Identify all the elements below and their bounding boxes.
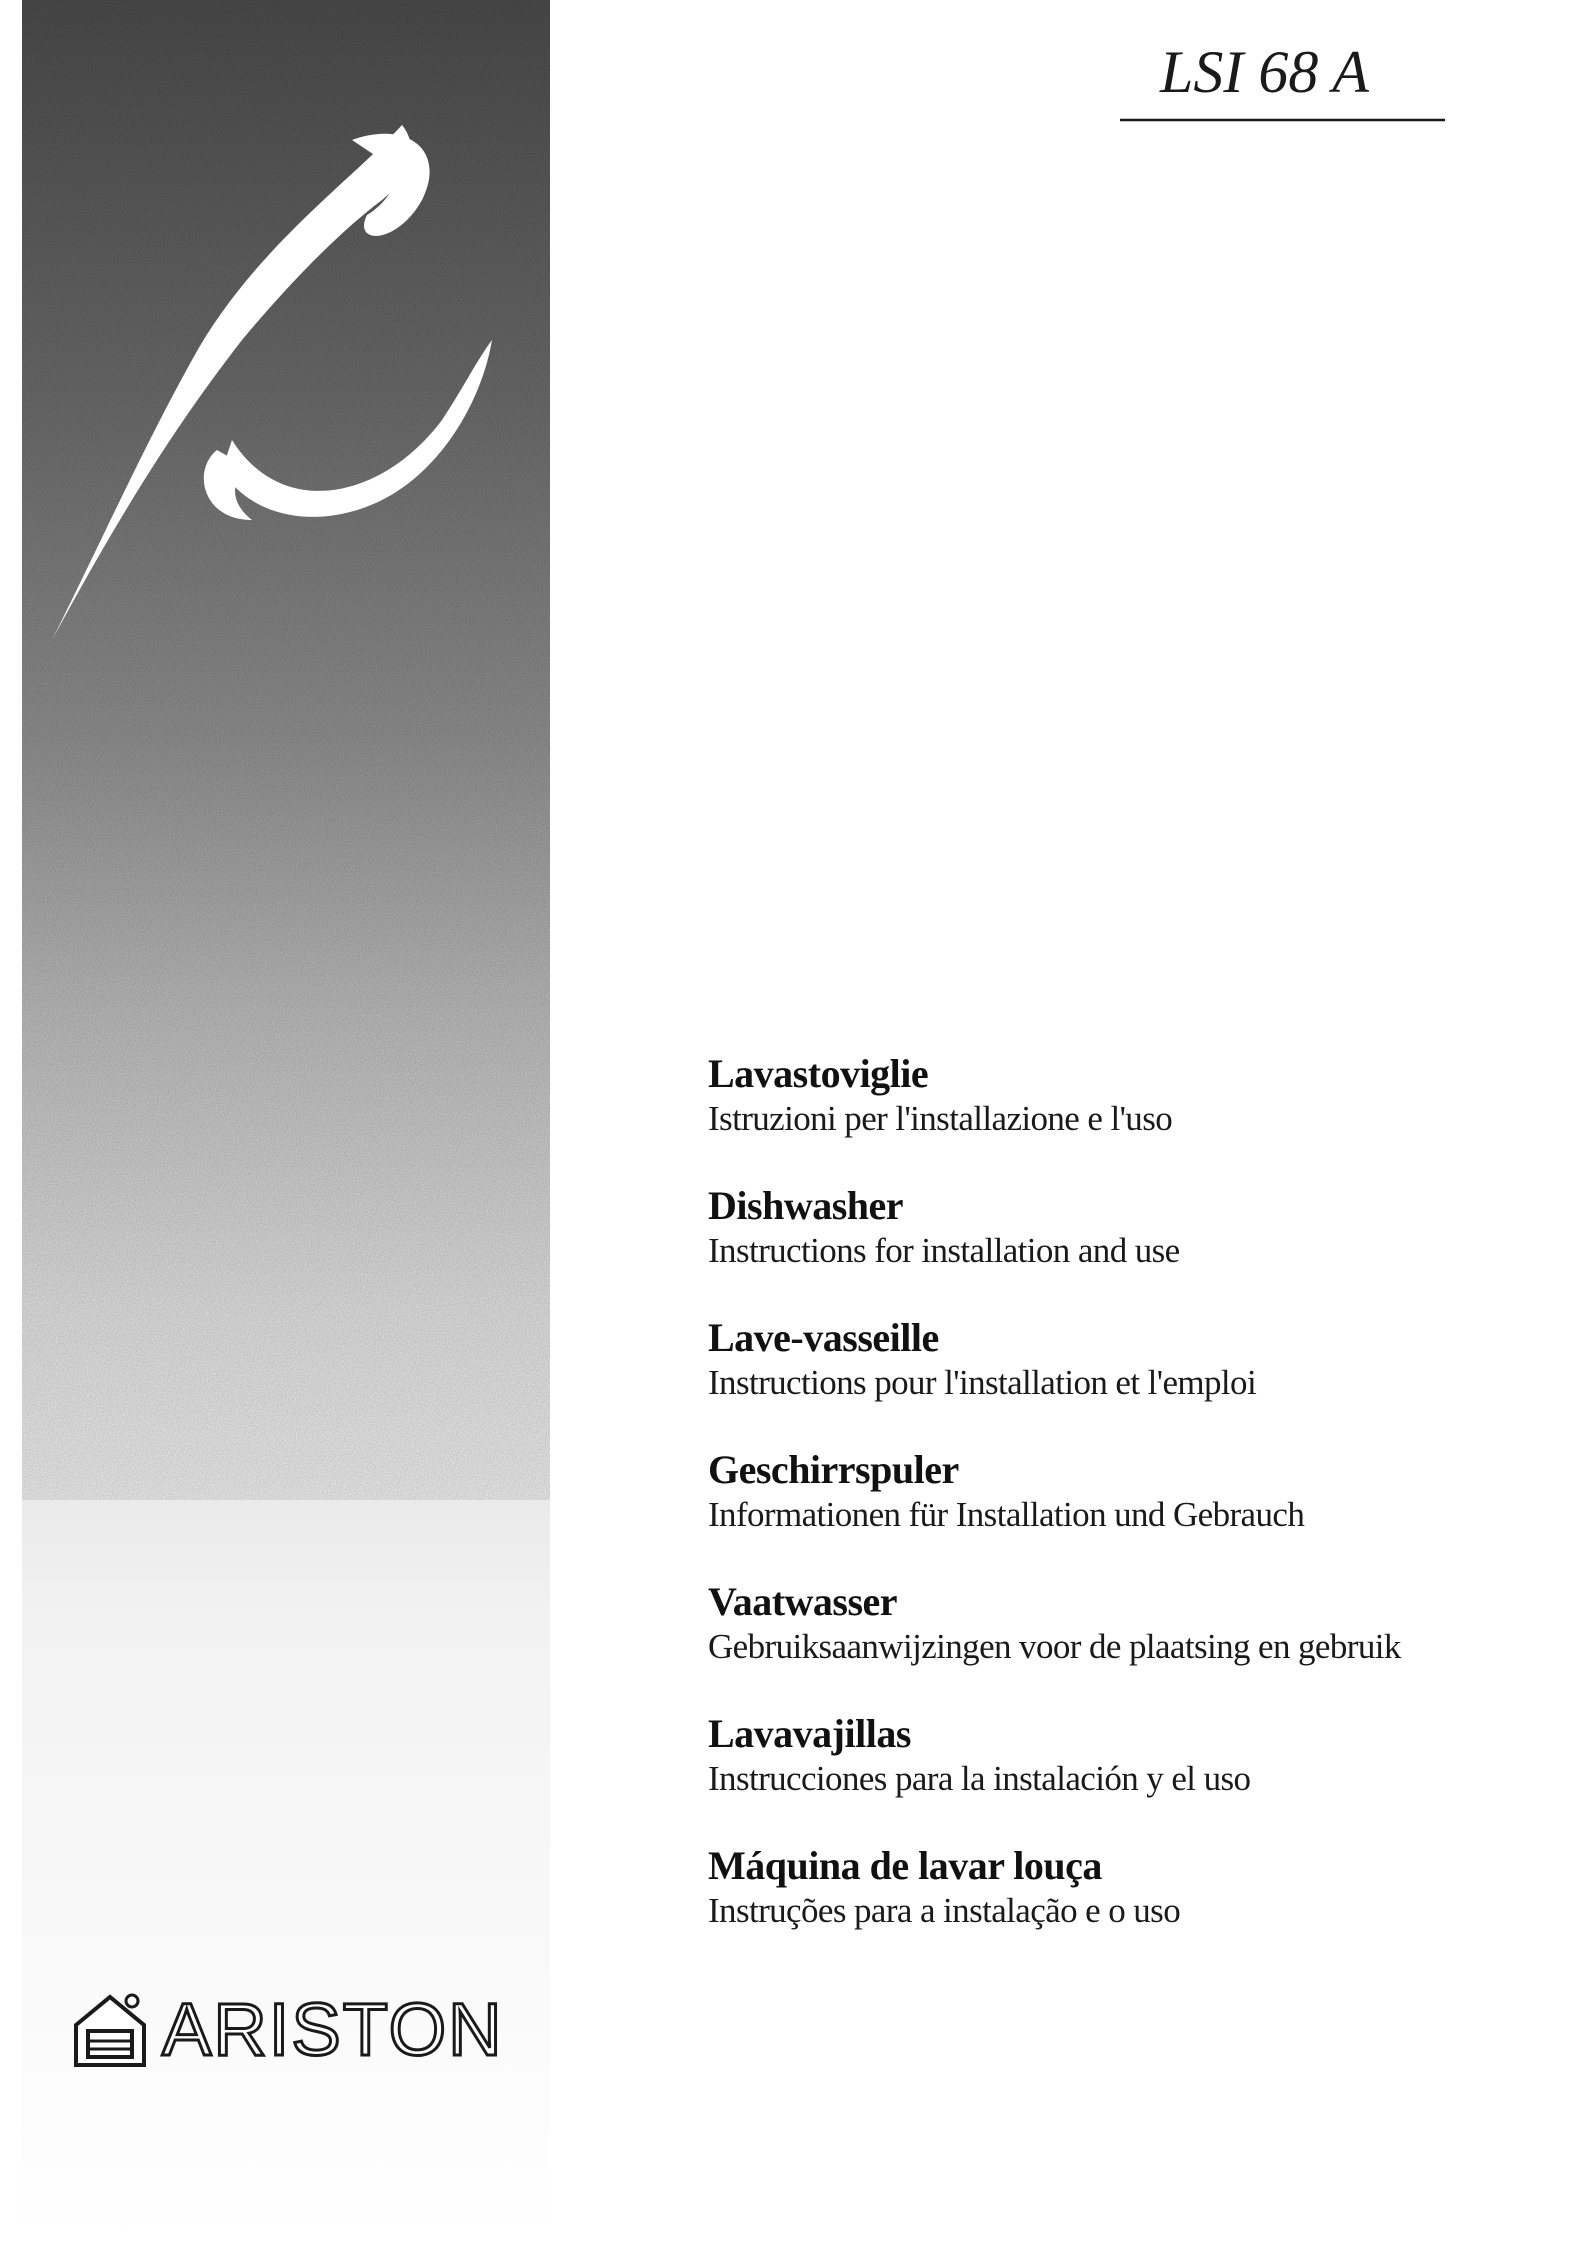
lang-title: Lave-vasseille (708, 1315, 939, 1360)
lang-entry-french (708, 1314, 1548, 1404)
language-list (708, 1050, 1548, 1974)
cover-decorative-band (22, 0, 550, 2245)
lang-entry-dutch (708, 1578, 1548, 1668)
lang-title: Lavastoviglie (708, 1051, 929, 1096)
lang-entry-italian (708, 1050, 1548, 1140)
svg-text:LSI 68 A: LSI 68 A (1160, 39, 1369, 105)
lang-entry-german (708, 1446, 1548, 1536)
lang-title: Vaatwasser (708, 1579, 898, 1624)
handwritten-model-note (1120, 20, 1460, 140)
lang-subtitle: Informationen für Installation und Gebrauch (708, 1495, 1305, 1534)
lang-title: Lavavajillas (708, 1711, 911, 1756)
ariston-house-logo-icon (70, 1989, 150, 2069)
lang-entry-english (708, 1182, 1548, 1272)
lang-subtitle: Istruzioni per l'installazione e l'uso (708, 1099, 1173, 1138)
lang-subtitle: Instructions pour l'installation et l'emploi (708, 1363, 1257, 1402)
brand-logo (70, 1985, 540, 2075)
lang-title: Dishwasher (708, 1183, 904, 1228)
lang-subtitle: Instructions for installation and use (708, 1231, 1180, 1270)
lang-subtitle: Instruções para a instalação e o uso (708, 1891, 1181, 1930)
lang-title: Máquina de lavar louça (708, 1843, 1102, 1888)
lang-subtitle: Gebruiksaanwijzingen voor de plaatsing en gebruik (708, 1627, 1401, 1666)
lang-entry-portuguese (708, 1842, 1548, 1932)
brand-name: ARISTON (162, 1988, 504, 2071)
lang-subtitle: Instrucciones para la instalación y el uso (708, 1759, 1251, 1798)
lang-title: Geschirrspuler (708, 1447, 959, 1492)
lang-entry-spanish (708, 1710, 1548, 1800)
